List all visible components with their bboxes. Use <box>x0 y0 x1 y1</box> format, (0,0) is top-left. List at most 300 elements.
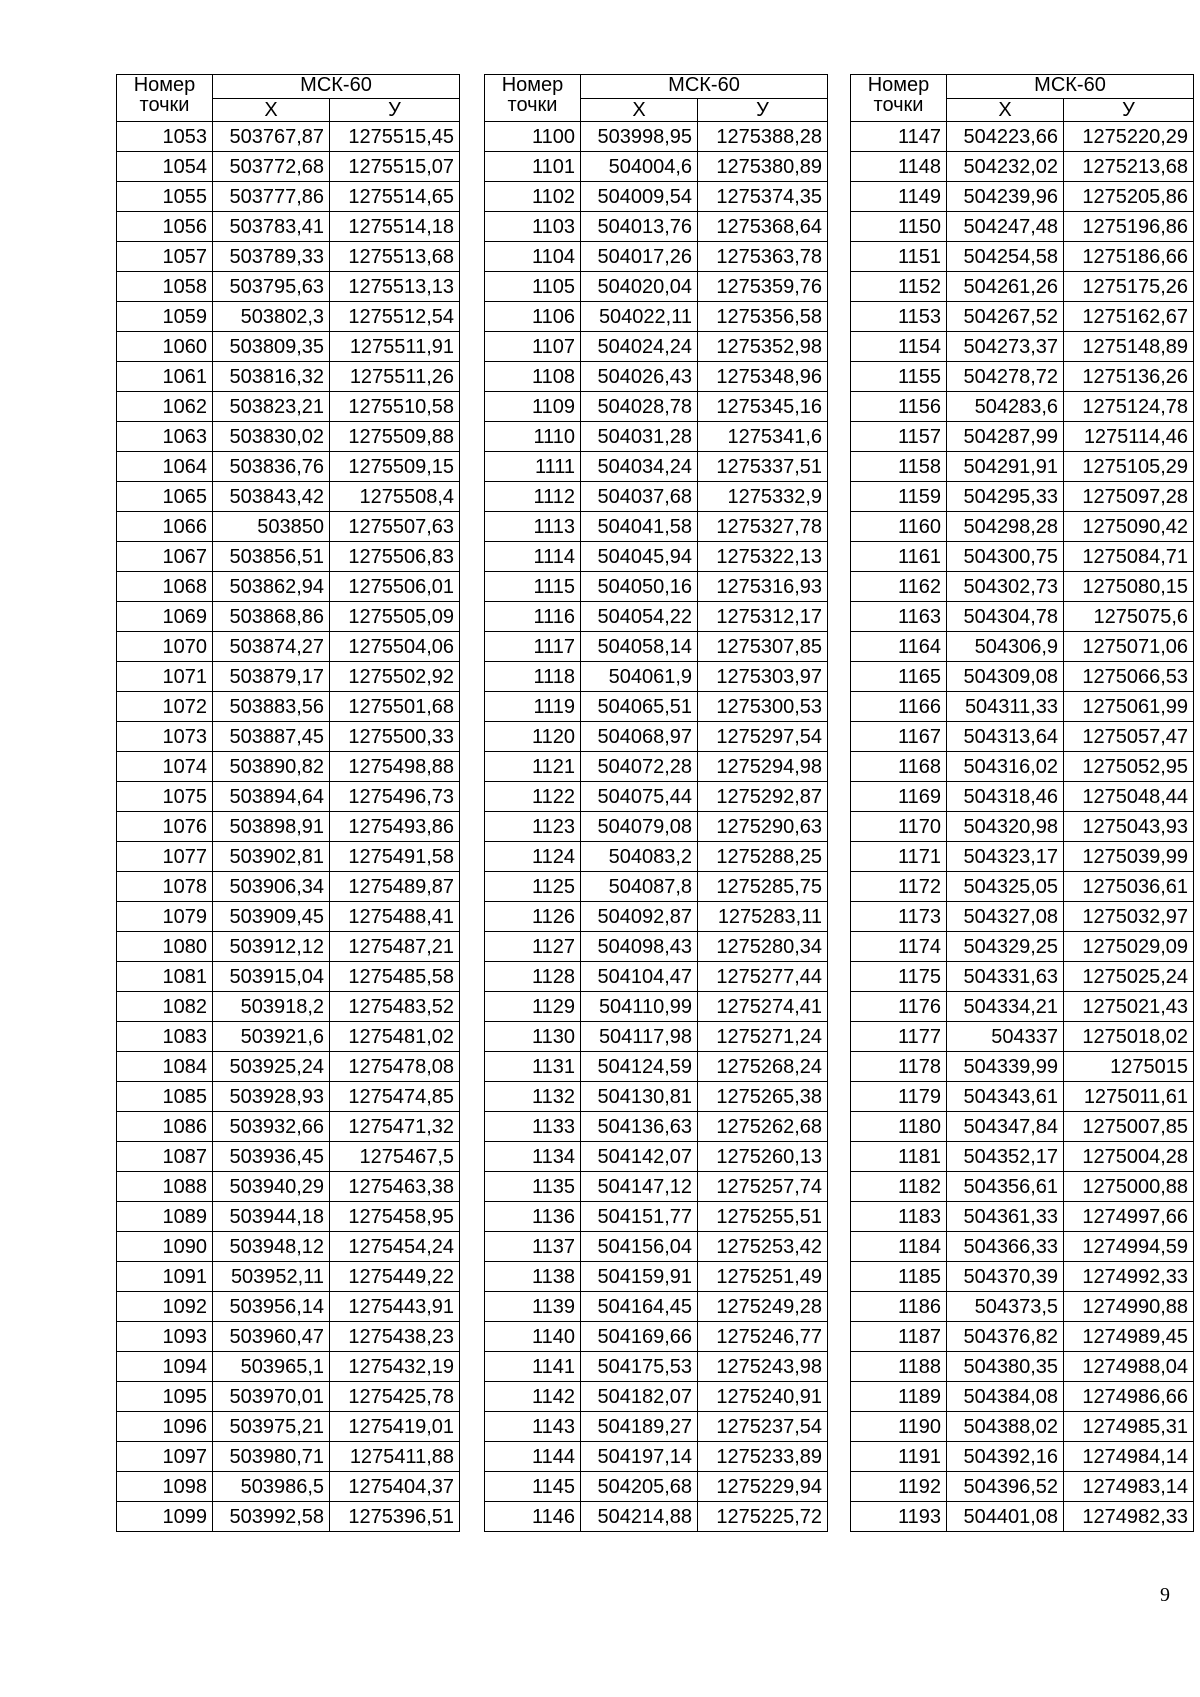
point-number-cell: 1147 <box>851 122 947 152</box>
x-cell: 504370,39 <box>947 1262 1064 1292</box>
point-number-cell: 1081 <box>117 962 213 992</box>
point-number-cell: 1067 <box>117 542 213 572</box>
x-column-header: X <box>581 99 698 122</box>
point-number-cell: 1136 <box>485 1202 581 1232</box>
table-row <box>117 902 460 932</box>
table-row <box>485 752 828 782</box>
table-row <box>117 302 460 332</box>
y-cell: 1275288,25 <box>698 842 828 872</box>
x-cell: 503960,47 <box>213 1322 330 1352</box>
point-number-cell: 1053 <box>117 122 213 152</box>
x-column-header: X <box>947 99 1064 122</box>
y-cell: 1275483,52 <box>330 992 460 1022</box>
point-number-cell: 1162 <box>851 572 947 602</box>
point-number-cell: 1152 <box>851 272 947 302</box>
y-cell: 1275029,09 <box>1064 932 1194 962</box>
point-number-cell: 1059 <box>117 302 213 332</box>
table-row <box>485 872 828 902</box>
y-cell: 1275506,83 <box>330 542 460 572</box>
point-number-cell: 1122 <box>485 782 581 812</box>
point-number-cell: 1071 <box>117 662 213 692</box>
x-cell: 504104,47 <box>581 962 698 992</box>
point-number-cell: 1108 <box>485 362 581 392</box>
y-cell: 1274990,88 <box>1064 1292 1194 1322</box>
x-cell: 503887,45 <box>213 722 330 752</box>
x-cell: 504309,08 <box>947 662 1064 692</box>
point-number-cell: 1106 <box>485 302 581 332</box>
y-cell: 1275363,78 <box>698 242 828 272</box>
y-cell: 1275036,61 <box>1064 872 1194 902</box>
table-row <box>485 152 828 182</box>
y-cell: 1275411,88 <box>330 1442 460 1472</box>
y-cell: 1275255,51 <box>698 1202 828 1232</box>
x-cell: 504380,35 <box>947 1352 1064 1382</box>
y-cell: 1275061,99 <box>1064 692 1194 722</box>
x-cell: 503970,01 <box>213 1382 330 1412</box>
point-number-cell: 1084 <box>117 1052 213 1082</box>
point-number-cell: 1079 <box>117 902 213 932</box>
y-cell: 1275290,63 <box>698 812 828 842</box>
y-cell: 1275205,86 <box>1064 182 1194 212</box>
x-cell: 504273,37 <box>947 332 1064 362</box>
table-body <box>851 122 1194 1532</box>
x-cell: 504050,16 <box>581 572 698 602</box>
point-number-cell: 1121 <box>485 752 581 782</box>
point-number-cell: 1066 <box>117 512 213 542</box>
x-cell: 503944,18 <box>213 1202 330 1232</box>
point-number-cell: 1129 <box>485 992 581 1022</box>
y-cell: 1275510,58 <box>330 392 460 422</box>
x-cell: 504058,14 <box>581 632 698 662</box>
point-number-cell: 1085 <box>117 1082 213 1112</box>
point-number-cell: 1174 <box>851 932 947 962</box>
table-row <box>485 1502 828 1532</box>
y-cell: 1275337,51 <box>698 452 828 482</box>
x-cell: 503879,17 <box>213 662 330 692</box>
point-number-cell: 1064 <box>117 452 213 482</box>
x-cell: 504026,43 <box>581 362 698 392</box>
y-cell: 1275388,28 <box>698 122 828 152</box>
table-row <box>851 1442 1194 1472</box>
table-row <box>851 1382 1194 1412</box>
point-number-cell: 1175 <box>851 962 947 992</box>
table-row <box>485 1382 828 1412</box>
y-cell: 1275032,97 <box>1064 902 1194 932</box>
x-cell: 504147,12 <box>581 1172 698 1202</box>
table-row <box>485 932 828 962</box>
x-cell: 504376,82 <box>947 1322 1064 1352</box>
table-row <box>851 1292 1194 1322</box>
point-number-cell: 1098 <box>117 1472 213 1502</box>
point-number-cell: 1088 <box>117 1172 213 1202</box>
table-row <box>851 1232 1194 1262</box>
table-row <box>117 212 460 242</box>
x-cell: 504223,66 <box>947 122 1064 152</box>
x-cell: 504347,84 <box>947 1112 1064 1142</box>
table-row <box>851 482 1194 512</box>
x-cell: 504304,78 <box>947 602 1064 632</box>
point-number-cell: 1063 <box>117 422 213 452</box>
y-cell: 1275297,54 <box>698 722 828 752</box>
table-row <box>485 632 828 662</box>
y-cell: 1275368,64 <box>698 212 828 242</box>
y-cell: 1275246,77 <box>698 1322 828 1352</box>
point-number-cell: 1119 <box>485 692 581 722</box>
y-cell: 1275253,42 <box>698 1232 828 1262</box>
y-cell: 1275007,85 <box>1064 1112 1194 1142</box>
table-row <box>851 692 1194 722</box>
point-number-cell: 1062 <box>117 392 213 422</box>
x-cell: 504031,28 <box>581 422 698 452</box>
table-row <box>851 392 1194 422</box>
point-number-cell: 1187 <box>851 1322 947 1352</box>
table-row <box>117 1172 460 1202</box>
y-cell: 1275485,58 <box>330 962 460 992</box>
y-cell: 1275307,85 <box>698 632 828 662</box>
y-cell: 1275274,41 <box>698 992 828 1022</box>
x-cell: 504261,26 <box>947 272 1064 302</box>
point-number-header <box>851 75 947 122</box>
x-cell: 504254,58 <box>947 242 1064 272</box>
point-number-cell: 1143 <box>485 1412 581 1442</box>
table-row <box>117 1052 460 1082</box>
table-row <box>851 1352 1194 1382</box>
y-cell: 1275514,18 <box>330 212 460 242</box>
x-cell: 504295,33 <box>947 482 1064 512</box>
table-row <box>851 1052 1194 1082</box>
x-cell: 504075,44 <box>581 782 698 812</box>
x-cell: 503802,3 <box>213 302 330 332</box>
x-cell: 503975,21 <box>213 1412 330 1442</box>
table-row <box>851 1322 1194 1352</box>
table-row <box>485 422 828 452</box>
x-cell: 504054,22 <box>581 602 698 632</box>
x-cell: 503902,81 <box>213 842 330 872</box>
y-cell: 1275513,68 <box>330 242 460 272</box>
y-cell: 1275162,67 <box>1064 302 1194 332</box>
point-number-cell: 1135 <box>485 1172 581 1202</box>
table-row <box>117 242 460 272</box>
x-cell: 503795,63 <box>213 272 330 302</box>
x-cell: 503936,45 <box>213 1142 330 1172</box>
x-cell: 503850 <box>213 512 330 542</box>
x-cell: 503783,41 <box>213 212 330 242</box>
table-row <box>485 602 828 632</box>
y-cell: 1275280,34 <box>698 932 828 962</box>
table-row <box>117 482 460 512</box>
point-number-cell: 1115 <box>485 572 581 602</box>
x-cell: 504313,64 <box>947 722 1064 752</box>
table-row <box>485 1082 828 1112</box>
y-cell: 1275097,28 <box>1064 482 1194 512</box>
x-cell: 504331,63 <box>947 962 1064 992</box>
y-cell: 1275052,95 <box>1064 752 1194 782</box>
point-number-cell: 1091 <box>117 1262 213 1292</box>
y-cell: 1275322,13 <box>698 542 828 572</box>
y-cell: 1275262,68 <box>698 1112 828 1142</box>
x-cell: 503898,91 <box>213 812 330 842</box>
y-cell: 1275509,88 <box>330 422 460 452</box>
y-cell: 1275474,85 <box>330 1082 460 1112</box>
point-number-cell: 1075 <box>117 782 213 812</box>
y-cell: 1275229,94 <box>698 1472 828 1502</box>
x-cell: 504065,51 <box>581 692 698 722</box>
table-row <box>851 1502 1194 1532</box>
x-cell: 503789,33 <box>213 242 330 272</box>
x-cell: 504392,16 <box>947 1442 1064 1472</box>
y-cell: 1275000,88 <box>1064 1172 1194 1202</box>
table-row <box>117 122 460 152</box>
y-cell: 1275175,26 <box>1064 272 1194 302</box>
x-cell: 503909,45 <box>213 902 330 932</box>
y-cell: 1275348,96 <box>698 362 828 392</box>
x-cell: 503823,21 <box>213 392 330 422</box>
x-cell: 504311,33 <box>947 692 1064 722</box>
table-row <box>117 1142 460 1172</box>
table-row <box>117 842 460 872</box>
table-row <box>117 662 460 692</box>
point-number-cell: 1065 <box>117 482 213 512</box>
point-number-header <box>485 75 581 122</box>
y-cell: 1275025,24 <box>1064 962 1194 992</box>
table-row <box>851 1112 1194 1142</box>
point-number-cell: 1124 <box>485 842 581 872</box>
point-number-cell: 1145 <box>485 1472 581 1502</box>
table-row <box>117 572 460 602</box>
point-number-cell: 1182 <box>851 1172 947 1202</box>
x-cell: 504320,98 <box>947 812 1064 842</box>
y-column-header: У <box>330 99 460 122</box>
table-row <box>485 1472 828 1502</box>
table-row <box>851 752 1194 782</box>
y-cell: 1275478,08 <box>330 1052 460 1082</box>
x-cell: 504361,33 <box>947 1202 1064 1232</box>
table-row <box>485 1262 828 1292</box>
y-cell: 1275380,89 <box>698 152 828 182</box>
table-row <box>117 692 460 722</box>
y-cell: 1275508,4 <box>330 482 460 512</box>
point-number-cell: 1163 <box>851 602 947 632</box>
point-number-cell: 1149 <box>851 182 947 212</box>
point-number-cell: 1139 <box>485 1292 581 1322</box>
y-cell: 1275500,33 <box>330 722 460 752</box>
table-row <box>485 1112 828 1142</box>
point-number-cell: 1170 <box>851 812 947 842</box>
point-number-cell: 1144 <box>485 1442 581 1472</box>
y-cell: 1275359,76 <box>698 272 828 302</box>
point-number-cell: 1160 <box>851 512 947 542</box>
y-cell: 1275237,54 <box>698 1412 828 1442</box>
point-number-cell: 1132 <box>485 1082 581 1112</box>
table-row <box>851 152 1194 182</box>
y-cell: 1275332,9 <box>698 482 828 512</box>
x-cell: 504117,98 <box>581 1022 698 1052</box>
x-cell: 504287,99 <box>947 422 1064 452</box>
x-cell: 504302,73 <box>947 572 1064 602</box>
table-row <box>117 1472 460 1502</box>
table-row <box>851 842 1194 872</box>
table-row <box>485 662 828 692</box>
coordinates-table-2 <box>484 74 828 1532</box>
x-cell: 503843,42 <box>213 482 330 512</box>
table-row <box>485 362 828 392</box>
y-cell: 1275454,24 <box>330 1232 460 1262</box>
x-cell: 503767,87 <box>213 122 330 152</box>
y-cell: 1275066,53 <box>1064 662 1194 692</box>
point-number-cell: 1183 <box>851 1202 947 1232</box>
table-row <box>485 692 828 722</box>
y-cell: 1275481,02 <box>330 1022 460 1052</box>
x-cell: 504151,77 <box>581 1202 698 1232</box>
y-cell: 1275498,88 <box>330 752 460 782</box>
y-cell: 1275043,93 <box>1064 812 1194 842</box>
y-cell: 1275458,95 <box>330 1202 460 1232</box>
x-cell: 504098,43 <box>581 932 698 962</box>
table-row <box>485 212 828 242</box>
point-number-cell: 1117 <box>485 632 581 662</box>
point-number-cell: 1056 <box>117 212 213 242</box>
x-cell: 504017,26 <box>581 242 698 272</box>
point-number-cell: 1069 <box>117 602 213 632</box>
y-cell: 1275148,89 <box>1064 332 1194 362</box>
x-column-header: X <box>213 99 330 122</box>
x-cell: 504267,52 <box>947 302 1064 332</box>
table-row <box>851 1202 1194 1232</box>
table-row <box>851 182 1194 212</box>
table-row <box>117 992 460 1022</box>
y-cell: 1274982,33 <box>1064 1502 1194 1532</box>
coordinate-system-header: МСК-60 <box>213 75 460 99</box>
x-cell: 504037,68 <box>581 482 698 512</box>
table-row <box>851 512 1194 542</box>
point-number-cell: 1073 <box>117 722 213 752</box>
point-number-cell: 1093 <box>117 1322 213 1352</box>
point-number-cell: 1137 <box>485 1232 581 1262</box>
point-number-cell: 1086 <box>117 1112 213 1142</box>
table-row <box>117 422 460 452</box>
point-number-cell: 1126 <box>485 902 581 932</box>
table-row <box>851 1022 1194 1052</box>
x-cell: 503998,95 <box>581 122 698 152</box>
point-number-cell: 1158 <box>851 452 947 482</box>
x-cell: 504169,66 <box>581 1322 698 1352</box>
x-cell: 504214,88 <box>581 1502 698 1532</box>
table-row <box>485 1442 828 1472</box>
table-row <box>117 1202 460 1232</box>
x-cell: 503862,94 <box>213 572 330 602</box>
point-number-cell: 1146 <box>485 1502 581 1532</box>
point-number-cell: 1095 <box>117 1382 213 1412</box>
table-row <box>117 932 460 962</box>
table-body <box>485 122 828 1532</box>
point-number-cell: 1151 <box>851 242 947 272</box>
table-row <box>851 542 1194 572</box>
y-cell: 1275071,06 <box>1064 632 1194 662</box>
table-row <box>485 122 828 152</box>
point-number-cell: 1099 <box>117 1502 213 1532</box>
x-cell: 504092,87 <box>581 902 698 932</box>
x-cell: 504068,97 <box>581 722 698 752</box>
x-cell: 503816,32 <box>213 362 330 392</box>
x-cell: 503772,68 <box>213 152 330 182</box>
y-cell: 1275090,42 <box>1064 512 1194 542</box>
y-cell: 1275507,63 <box>330 512 460 542</box>
x-cell: 504343,61 <box>947 1082 1064 1112</box>
y-cell: 1275186,66 <box>1064 242 1194 272</box>
x-cell: 504388,02 <box>947 1412 1064 1442</box>
point-number-cell: 1177 <box>851 1022 947 1052</box>
table-row <box>485 482 828 512</box>
table-row <box>851 932 1194 962</box>
point-number-cell: 1100 <box>485 122 581 152</box>
point-number-cell: 1173 <box>851 902 947 932</box>
x-cell: 504337 <box>947 1022 1064 1052</box>
y-cell: 1275271,24 <box>698 1022 828 1052</box>
y-cell: 1274983,14 <box>1064 1472 1194 1502</box>
x-cell: 504327,08 <box>947 902 1064 932</box>
table-row <box>485 782 828 812</box>
x-cell: 504329,25 <box>947 932 1064 962</box>
point-number-cell: 1193 <box>851 1502 947 1532</box>
x-cell: 504232,02 <box>947 152 1064 182</box>
point-number-cell: 1142 <box>485 1382 581 1412</box>
y-cell: 1275443,91 <box>330 1292 460 1322</box>
y-cell: 1275283,11 <box>698 902 828 932</box>
x-cell: 504298,28 <box>947 512 1064 542</box>
x-cell: 503952,11 <box>213 1262 330 1292</box>
table-row <box>485 242 828 272</box>
x-cell: 504004,6 <box>581 152 698 182</box>
point-number-cell: 1077 <box>117 842 213 872</box>
x-cell: 504325,05 <box>947 872 1064 902</box>
point-number-cell: 1130 <box>485 1022 581 1052</box>
page-number: 9 <box>1160 1584 1170 1606</box>
table-row <box>851 1082 1194 1112</box>
table-row <box>485 1022 828 1052</box>
table-body <box>117 122 460 1532</box>
point-number-cell: 1094 <box>117 1352 213 1382</box>
point-number-cell: 1188 <box>851 1352 947 1382</box>
x-cell: 503809,35 <box>213 332 330 362</box>
table-row <box>485 332 828 362</box>
point-number-cell: 1055 <box>117 182 213 212</box>
point-number-cell: 1166 <box>851 692 947 722</box>
table-row <box>117 1502 460 1532</box>
point-number-cell: 1176 <box>851 992 947 1022</box>
coordinates-table-1 <box>116 74 460 1532</box>
y-cell: 1275425,78 <box>330 1382 460 1412</box>
point-number-cell: 1125 <box>485 872 581 902</box>
point-number-cell: 1072 <box>117 692 213 722</box>
y-cell: 1275467,5 <box>330 1142 460 1172</box>
point-number-cell: 1128 <box>485 962 581 992</box>
point-number-cell: 1113 <box>485 512 581 542</box>
x-cell: 503980,71 <box>213 1442 330 1472</box>
x-cell: 504316,02 <box>947 752 1064 782</box>
x-cell: 503965,1 <box>213 1352 330 1382</box>
x-cell: 504164,45 <box>581 1292 698 1322</box>
table-row <box>117 812 460 842</box>
point-number-cell: 1179 <box>851 1082 947 1112</box>
table-row <box>851 902 1194 932</box>
point-number-cell: 1189 <box>851 1382 947 1412</box>
x-cell: 504352,17 <box>947 1142 1064 1172</box>
point-number-cell: 1156 <box>851 392 947 422</box>
x-cell: 503777,86 <box>213 182 330 212</box>
table-row <box>117 872 460 902</box>
table-row <box>485 1142 828 1172</box>
table-row <box>485 512 828 542</box>
